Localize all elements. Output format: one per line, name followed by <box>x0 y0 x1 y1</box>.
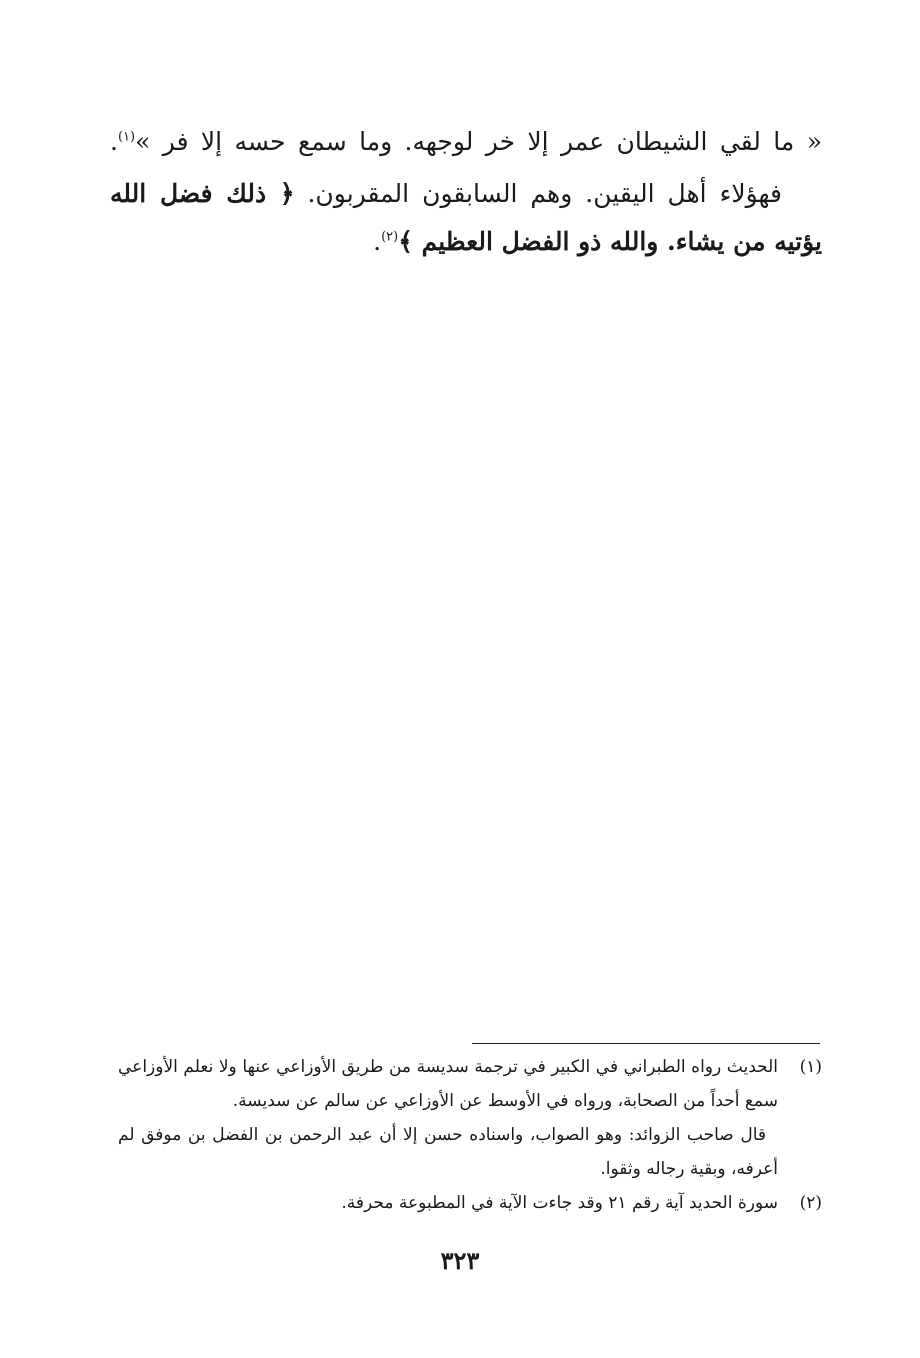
verse-paragraph <box>110 170 822 266</box>
paragraph-intro-text: فهؤلاء أهل اليقين. وهم السابقون المقربون. <box>307 179 782 208</box>
footnote-ref-2: (٢) <box>381 229 399 245</box>
footnote-divider <box>472 1043 820 1044</box>
footnotes-section <box>118 1050 822 1220</box>
footnote-ref-1: (١) <box>117 129 136 145</box>
hadith-paragraph <box>110 118 822 166</box>
hadith-end-period: . <box>110 127 118 156</box>
footnote-1-number: (١) <box>799 1057 822 1077</box>
verse-end-period: . <box>373 227 382 256</box>
footnote-2-number: (٢) <box>799 1193 822 1213</box>
footnote-2 <box>118 1186 822 1220</box>
main-text <box>110 118 822 270</box>
page-number: ٣٢٣ <box>440 1246 480 1275</box>
footnote-2-text: سورة الحديد آية رقم ٢١ وقد جاءت الآية في المطبوعة محرفة. <box>341 1193 778 1213</box>
quran-verse: ﴿ ذلك فضل الله يؤتيه من يشاء. والله ذو الفضل العظيم ﴾ <box>110 179 822 256</box>
footnote-1 <box>118 1050 822 1118</box>
footnote-1-text: الحديث رواه الطبراني في الكبير في ترجمة سديسة من طريق الأوزاعي عنها ولا نعلم الأوزاعي سمع أحداً من الصحابة، ورواه في الأوسط عن الأوزاعي عن سالم عن سديسة. <box>118 1057 778 1111</box>
footnote-1-continuation: قال صاحب الزوائد: وهو الصواب، واسناده حسن إلا أن عبد الرحمن بن الفضل بن موفق لم أعرفه، وبقية رجاله وثقوا. <box>118 1125 778 1179</box>
hadith-text: « ما لقي الشيطان عمر إلا خر لوجهه. وما سمع حسه إلا فر » <box>135 127 822 156</box>
